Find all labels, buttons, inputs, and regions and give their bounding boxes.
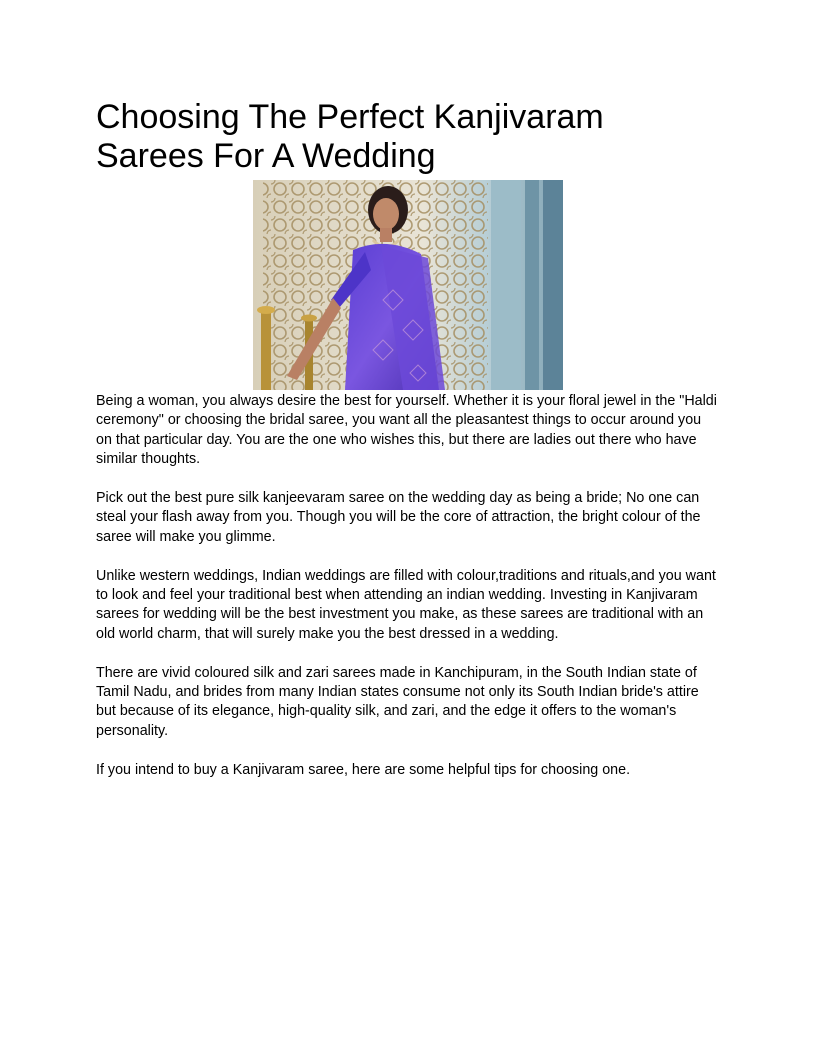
paragraph: If you intend to buy a Kanjivaram saree, here are some helpful tips for choosing one. <box>96 761 631 778</box>
paragraph: Pick out the best pure silk kanjeevaram saree on the wedding day as being a bride; No one can steal your flash away from you. Though you will be the core of attraction, the bright colour of the saree will make you glimme. <box>96 490 701 545</box>
photo-woman-in-purple-kanjivaram-saree-icon <box>253 180 563 390</box>
paragraph: Unlike western weddings, Indian weddings are filled with colour,traditions and rituals,and you want to look and feel your traditional best when attending an indian wedding. Investing in Kanjivaram sarees for wedding will be the best investment you make, as these sarees are traditional with an old world charm, that will surely make you the best dressed in a wedding. <box>96 567 716 642</box>
page-title-line-2: Sarees For A Wedding <box>96 137 436 175</box>
article-body <box>96 392 720 799</box>
page-title-line-1: Choosing The Perfect Kanjivaram <box>96 98 604 136</box>
page-title <box>96 98 716 176</box>
saree-photo <box>253 180 563 390</box>
paragraph: Being a woman, you always desire the best for yourself. Whether it is your floral jewel in the "Haldi ceremony" or choosing the bridal saree, you want all the pleasantest things to occur around you on that particular day. You are the one who wishes this, but there are ladies out there who have similar thoughts. <box>96 393 717 468</box>
paragraph: There are vivid coloured silk and zari sarees made in Kanchipuram, in the South Indian state of Tamil Nadu, and brides from many Indian states consume not only its South Indian bride's attire but because of its elegance, high-quality silk, and zari, and the edge it offers to the woman's personality. <box>96 664 699 739</box>
